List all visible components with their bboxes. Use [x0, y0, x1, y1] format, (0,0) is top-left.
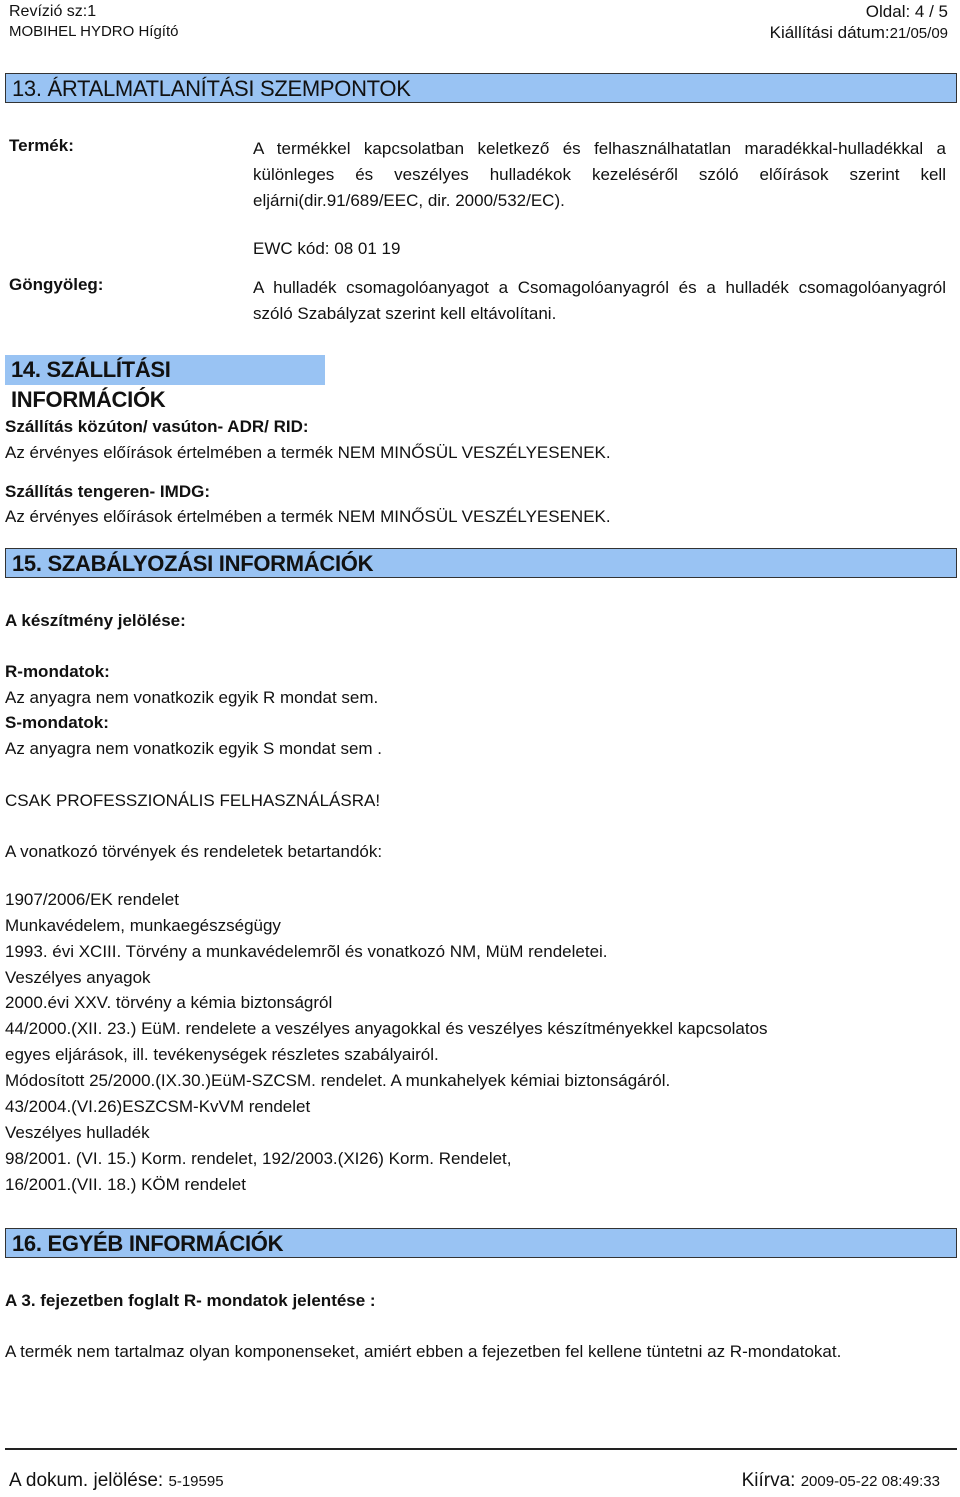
law-item: 16/2001.(VII. 18.) KÖM rendelet: [5, 1175, 246, 1194]
section-16-title: 16. EGYÉB INFORMÁCIÓK: [5, 1228, 957, 1258]
law-item: 1907/2006/EK rendelet: [5, 890, 179, 909]
revision-number: Revízió sz:1: [9, 3, 97, 20]
marking-label: A készítmény jelölése:: [5, 611, 186, 630]
document-id-value: 5-19595: [168, 1473, 224, 1490]
sea-transport-label: Szállítás tengeren- IMDG:: [5, 482, 210, 501]
packaging-label: Göngyöleg:: [9, 275, 104, 294]
print-timestamp-value: 2009-05-22 08:49:33: [800, 1473, 940, 1490]
road-transport-text: Az érvényes előírások értelmében a termék NEM MINŐSÜL VESZÉLYESENEK.: [5, 443, 611, 462]
r-phrases-label: R-mondatok:: [5, 662, 110, 681]
issue-date-label: Kiállítási dátum:: [769, 23, 890, 42]
law-item: 43/2004.(VI.26)ESZCSM-KvVM rendelet: [5, 1097, 311, 1116]
print-timestamp-label: Kiírva:: [741, 1470, 796, 1491]
product-disposal-text: A termékkel kapcsolatban keletkező és felhasználhatatlan maradékkal-hulladékkal a különleges és veszélyes hulladékok kezeléséről szóló előírások szerint kell eljárni(dir.91/689/EEC, dir. 2000/532/EC).: [253, 139, 946, 210]
professional-use-notice: CSAK PROFESSZIONÁLIS FELHASZNÁLÁSRA!: [5, 791, 381, 810]
r-meaning-label: A 3. fejezetben foglalt R- mondatok jelentése :: [5, 1291, 376, 1310]
packaging-disposal-text: A hulladék csomagolóanyagot a Csomagolóanyagról és a hulladék csomagolóanyagról szóló Szabályzat szerint kell eltávolítani.: [253, 278, 946, 323]
section-14-title: 14. SZÁLLÍTÁSI INFORMÁCIÓK: [5, 355, 325, 385]
issue-date-line: [770, 23, 948, 44]
product-name: MOBIHEL HYDRO Hígító: [9, 23, 179, 40]
document-id-line: [9, 1470, 224, 1492]
page-number: Oldal: 4 / 5: [865, 2, 948, 21]
section-15-title: 15. SZABÁLYOZÁSI INFORMÁCIÓK: [5, 548, 957, 578]
road-transport-label: Szállítás közúton/ vasúton- ADR/ RID:: [5, 417, 309, 436]
section-13-title: 13. ÁRTALMATLANÍTÁSI SZEMPONTOK: [5, 73, 957, 103]
sea-transport-text: Az érvényes előírások értelmében a termék NEM MINŐSÜL VESZÉLYESENEK.: [5, 507, 611, 526]
law-item: Módosított 25/2000.(IX.30.)EüM-SZCSM. rendelet. A munkahelyek kémiai biztonságáról.: [5, 1071, 671, 1090]
law-item: egyes eljárások, ill. tevékenységek részletes szabályairól.: [5, 1045, 439, 1064]
document-id-label: A dokum. jelölése:: [9, 1470, 164, 1491]
print-timestamp-line: [742, 1470, 940, 1492]
footer-divider: [5, 1448, 957, 1450]
law-item: Veszélyes anyagok: [5, 968, 151, 987]
law-item: 1993. évi XCIII. Törvény a munkavédelemrõl és vonatkozó NM, MüM rendeletei.: [5, 942, 608, 961]
law-item: Munkavédelem, munkaegészségügy: [5, 916, 281, 935]
law-item: 98/2001. (VI. 15.) Korm. rendelet, 192/2003.(XI26) Korm. Rendelet,: [5, 1149, 512, 1168]
law-item: Veszélyes hulladék: [5, 1123, 150, 1142]
r-phrases-text: Az anyagra nem vonatkozik egyik R mondat sem.: [5, 688, 379, 707]
law-item: 44/2000.(XII. 23.) EüM. rendelete a veszélyes anyagokkal és veszélyes készítményekkel kapcsolatos: [5, 1019, 768, 1038]
law-item: 2000.évi XXV. törvény a kémia biztonságról: [5, 993, 333, 1012]
laws-intro: A vonatkozó törvények és rendeletek betartandók:: [5, 842, 383, 861]
ewc-code: EWC kód: 08 01 19: [253, 239, 401, 258]
product-label: Termék:: [9, 136, 74, 155]
s-phrases-label: S-mondatok:: [5, 713, 109, 732]
s-phrases-text: Az anyagra nem vonatkozik egyik S mondat sem .: [5, 739, 383, 758]
issue-date-value: 21/05/09: [889, 25, 948, 42]
r-meaning-text: A termék nem tartalmaz olyan komponenseket, amiért ebben a fejezetben fel kellene tüntetni az R-mondatokat.: [5, 1342, 842, 1361]
